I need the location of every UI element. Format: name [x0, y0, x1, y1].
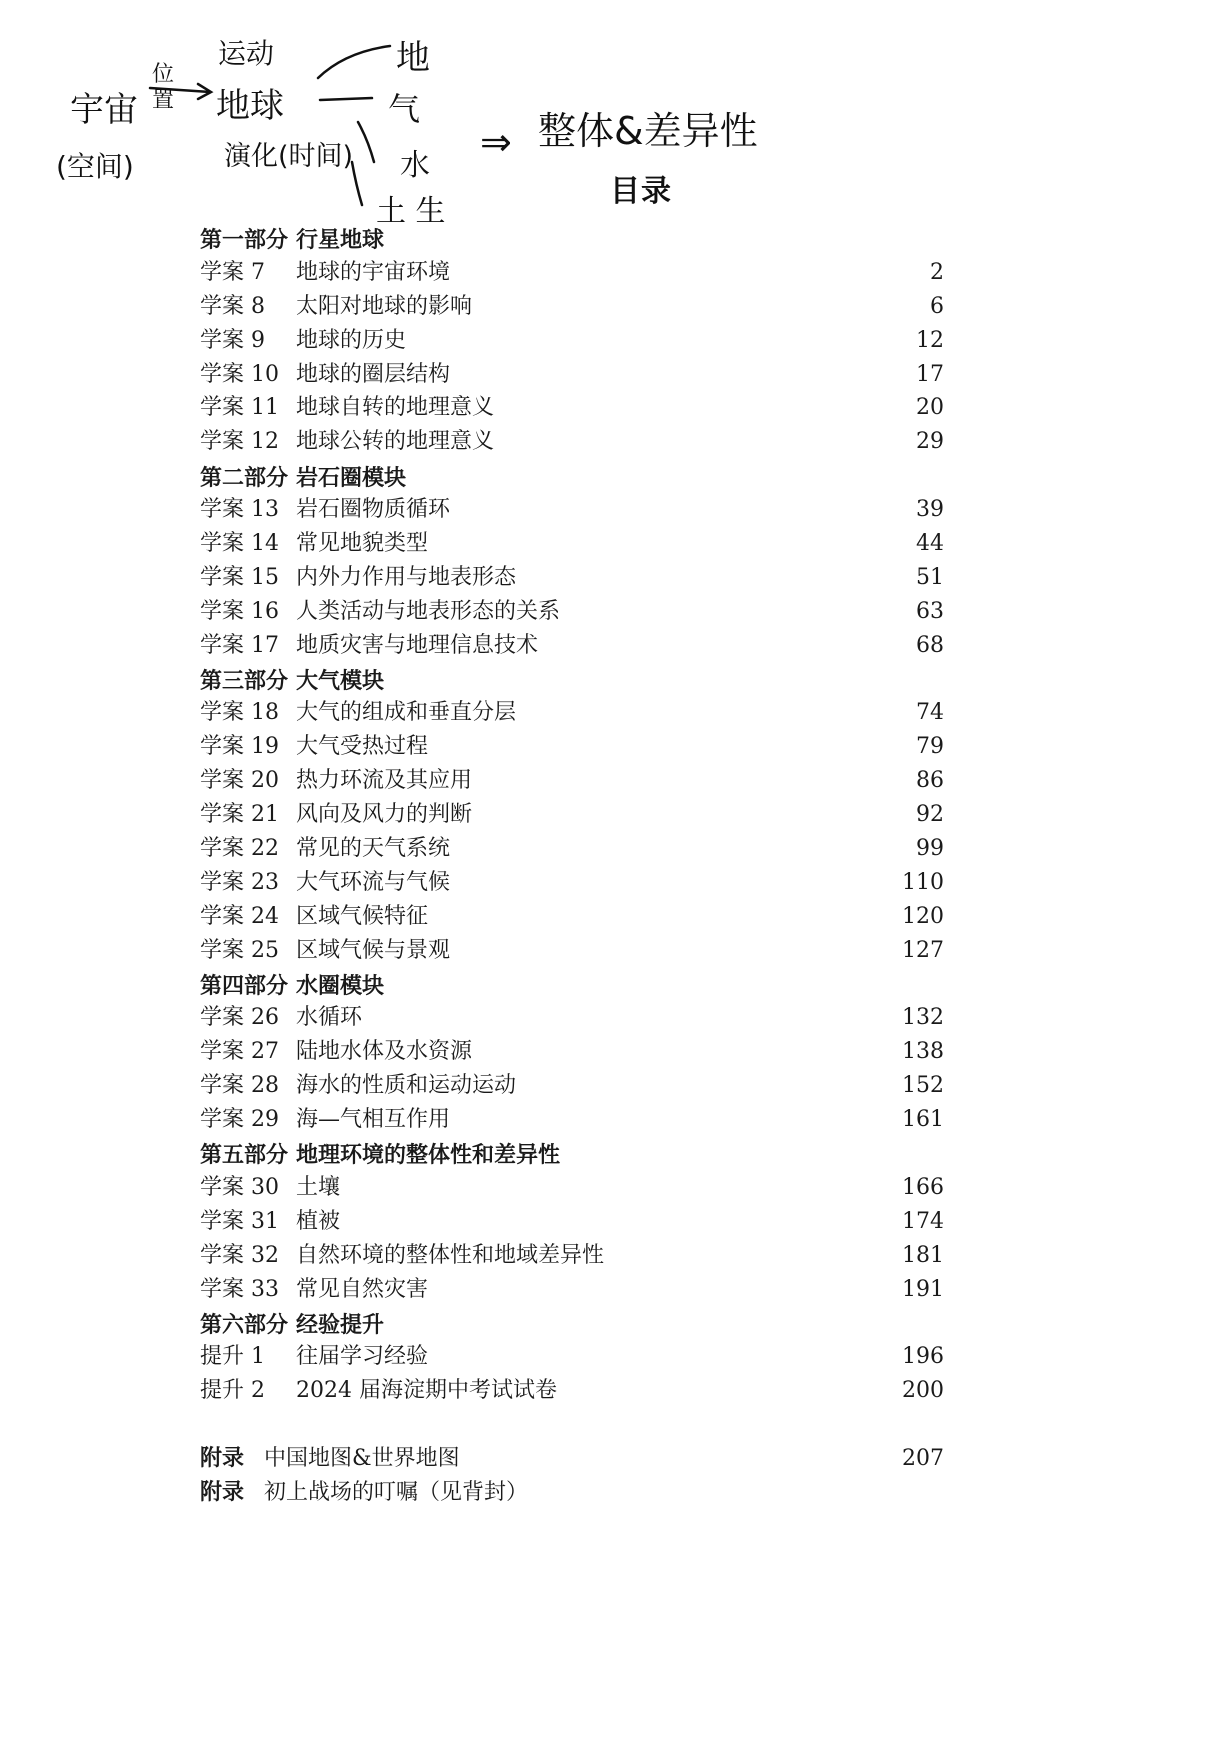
entry-number: 学案 22: [200, 836, 279, 862]
entry-number: 学案 10: [200, 361, 279, 387]
toc-entry[interactable]: [200, 900, 944, 934]
entry-number: 学案 19: [200, 734, 279, 760]
entry-number: 学案 26: [200, 1005, 279, 1031]
section-heading: [200, 663, 944, 697]
section-label: 第四部分: [200, 974, 289, 1000]
entry-title: 常见自然灾害: [296, 1276, 429, 1302]
section-heading: [200, 1307, 944, 1341]
entry-title: 地球的宇宙环境: [296, 259, 451, 285]
entry-title: 区域气候特征: [296, 903, 429, 929]
entry-page: 191: [902, 1276, 944, 1302]
entry-number: 学案 29: [200, 1107, 279, 1133]
toc-entry[interactable]: [200, 358, 944, 392]
toc-entry[interactable]: [200, 1340, 944, 1374]
entry-number: 学案 28: [200, 1073, 279, 1099]
toc-entry[interactable]: [200, 934, 944, 968]
entry-number: 学案 15: [200, 564, 279, 590]
appendix-entry[interactable]: [200, 1476, 944, 1510]
entry-title: 水循环: [296, 1005, 363, 1031]
entry-page: 17: [916, 361, 944, 387]
entry-title: 地球的圈层结构: [296, 361, 451, 387]
hw-zhengti: 整体&差异性: [538, 109, 758, 153]
toc-entry[interactable]: [200, 1001, 944, 1035]
toc-entry[interactable]: [200, 1374, 944, 1408]
toc-entry[interactable]: [200, 798, 944, 832]
hw-yuzhou: 宇宙: [70, 90, 138, 130]
entry-title: 陆地水体及水资源: [296, 1039, 473, 1065]
entry-page: 74: [916, 700, 944, 726]
entry-page: 166: [902, 1174, 944, 1200]
entry-page: 152: [902, 1073, 944, 1099]
table-of-contents: [200, 222, 944, 1510]
entry-page: 20: [916, 395, 944, 421]
toc-entry[interactable]: [200, 425, 944, 459]
entry-number: 学案 18: [200, 700, 279, 726]
toc-entry[interactable]: [200, 1103, 944, 1137]
appendix-label: 附录: [200, 1446, 245, 1472]
entry-title: 往届学习经验: [296, 1344, 429, 1370]
appendix-page: 207: [902, 1446, 944, 1472]
section-name: 行星地球: [296, 228, 385, 254]
toc-entry[interactable]: [200, 1205, 944, 1239]
entry-page: 196: [902, 1344, 944, 1370]
entry-number: 学案 11: [200, 395, 279, 421]
appendix-label: 附录: [200, 1479, 245, 1505]
toc-entry[interactable]: [200, 256, 944, 290]
toc-entry[interactable]: [200, 527, 944, 561]
section-heading: [200, 968, 944, 1002]
entry-page: 12: [916, 327, 944, 353]
hw-tu-sheng: 土 生: [376, 194, 446, 229]
entry-title: 大气环流与气候: [296, 869, 451, 895]
entry-number: 提升 1: [200, 1344, 265, 1370]
toc-entry[interactable]: [200, 1239, 944, 1273]
entry-title: 风向及风力的判断: [296, 802, 473, 828]
toc-entry[interactable]: [200, 866, 944, 900]
entry-number: 学案 16: [200, 598, 279, 624]
entry-page: 127: [902, 937, 944, 963]
section-label: 第二部分: [200, 465, 289, 491]
entry-title: 土壤: [296, 1174, 341, 1200]
toc-entry[interactable]: [200, 730, 944, 764]
toc-entry[interactable]: [200, 324, 944, 358]
entry-title: 海—气相互作用: [296, 1107, 451, 1133]
entry-number: 学案 17: [200, 632, 279, 658]
entry-page: 200: [902, 1378, 944, 1404]
hw-weizhi: 位置: [152, 62, 175, 113]
entry-title: 大气的组成和垂直分层: [296, 700, 517, 726]
entry-page: 29: [916, 429, 944, 455]
entry-title: 地球公转的地理意义: [296, 429, 495, 455]
entry-page: 174: [902, 1208, 944, 1234]
hw-yanhua: 演化(时间): [224, 141, 354, 172]
entry-page: 68: [916, 632, 944, 658]
entry-number: 提升 2: [200, 1378, 265, 1404]
entry-page: 6: [930, 293, 944, 319]
entry-number: 学案 9: [200, 327, 265, 353]
entry-number: 学案 7: [200, 259, 265, 285]
entry-page: 138: [902, 1039, 944, 1065]
hw-shui: 水: [400, 148, 430, 183]
entry-page: 110: [902, 869, 944, 895]
entry-title: 太阳对地球的影响: [296, 293, 473, 319]
spacer: [200, 1408, 944, 1442]
toc-entry[interactable]: [200, 1171, 944, 1205]
entry-page: 44: [916, 531, 944, 557]
hw-kongjian: (空间): [56, 150, 134, 183]
entry-page: 2: [930, 259, 944, 285]
entry-title: 常见地貌类型: [296, 531, 429, 557]
entry-number: 学案 12: [200, 429, 279, 455]
hw-di: 地: [396, 38, 430, 78]
hw-yundong: 运动: [218, 37, 275, 70]
hw-arrow: ⇒: [480, 120, 512, 164]
entry-number: 学案 32: [200, 1242, 279, 1268]
entry-title: 海水的性质和运动运动: [296, 1073, 517, 1099]
entry-number: 学案 27: [200, 1039, 279, 1065]
entry-title: 常见的天气系统: [296, 836, 451, 862]
entry-title: 植被: [296, 1208, 341, 1234]
entry-number: 学案 31: [200, 1208, 279, 1234]
entry-page: 92: [916, 802, 944, 828]
entry-page: 51: [916, 564, 944, 590]
section-name: 水圈模块: [296, 974, 385, 1000]
entry-title: 2024 届海淀期中考试试卷: [296, 1378, 557, 1404]
entry-title: 岩石圈物质循环: [296, 497, 451, 523]
entry-number: 学案 14: [200, 531, 279, 557]
entry-title: 地球的历史: [296, 327, 407, 353]
toc-entry[interactable]: [200, 629, 944, 663]
entry-number: 学案 23: [200, 869, 279, 895]
entry-title: 内外力作用与地表形态: [296, 564, 517, 590]
entry-number: 学案 25: [200, 937, 279, 963]
entry-page: 99: [916, 836, 944, 862]
entry-number: 学案 33: [200, 1276, 279, 1302]
section-label: 第三部分: [200, 669, 289, 695]
entry-page: 79: [916, 734, 944, 760]
entry-title: 地球自转的地理意义: [296, 395, 495, 421]
toc-entry[interactable]: [200, 1069, 944, 1103]
entry-number: 学案 24: [200, 903, 279, 929]
entry-page: 39: [916, 497, 944, 523]
entry-page: 86: [916, 768, 944, 794]
entry-page: 161: [902, 1107, 944, 1133]
section-heading: [200, 1137, 944, 1171]
entry-page: 63: [916, 598, 944, 624]
entry-title: 人类活动与地表形态的关系: [296, 598, 561, 624]
toc-entry[interactable]: [200, 561, 944, 595]
toc-entry[interactable]: [200, 493, 944, 527]
toc-entry[interactable]: [200, 696, 944, 730]
appendix-title: 中国地图&世界地图: [264, 1446, 460, 1472]
entry-number: 学案 20: [200, 768, 279, 794]
section-label: 第六部分: [200, 1312, 289, 1338]
toc-entry[interactable]: [200, 764, 944, 798]
entry-page: 132: [902, 1005, 944, 1031]
appendix-entry[interactable]: [200, 1442, 944, 1476]
hw-diqiu: 地球: [216, 86, 284, 126]
entry-title: 自然环境的整体性和地域差异性: [296, 1242, 605, 1268]
entry-number: 学案 13: [200, 497, 279, 523]
section-name: 大气模块: [296, 669, 385, 695]
entry-title: 热力环流及其应用: [296, 768, 473, 794]
entry-page: 120: [902, 903, 944, 929]
section-label: 第一部分: [200, 228, 289, 254]
entry-number: 学案 21: [200, 802, 279, 828]
page-title: 目录: [610, 174, 672, 209]
entry-number: 学案 30: [200, 1174, 279, 1200]
entry-title: 大气受热过程: [296, 734, 429, 760]
section-name: 经验提升: [296, 1312, 385, 1338]
entry-number: 学案 8: [200, 293, 265, 319]
toc-entry[interactable]: [200, 290, 944, 324]
toc-entry[interactable]: [200, 595, 944, 629]
entry-page: 181: [902, 1242, 944, 1268]
toc-entry[interactable]: [200, 391, 944, 425]
section-label: 第五部分: [200, 1143, 289, 1169]
appendix-title: 初上战场的叮嘱（见背封）: [264, 1479, 529, 1505]
entry-title: 地质灾害与地理信息技术: [296, 632, 539, 658]
toc-entry[interactable]: [200, 1035, 944, 1069]
section-name: 岩石圈模块: [296, 465, 407, 491]
entry-title: 区域气候与景观: [296, 937, 451, 963]
hw-qi: 气: [388, 90, 421, 128]
toc-entry[interactable]: [200, 1273, 944, 1307]
section-heading: [200, 222, 944, 256]
section-name: 地理环境的整体性和差异性: [296, 1143, 561, 1169]
toc-entry[interactable]: [200, 832, 944, 866]
section-heading: [200, 459, 944, 493]
